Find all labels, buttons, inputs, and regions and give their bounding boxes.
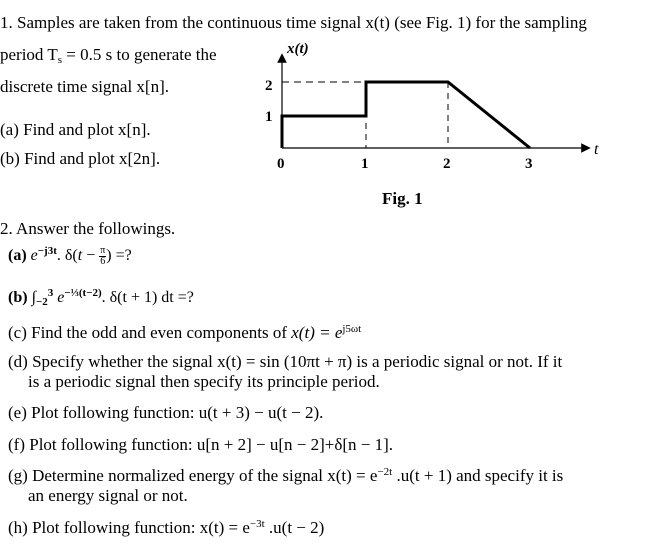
q2-g-text: (g) Determine normalized energy of the signal x(t) = e [8, 466, 378, 485]
q2-c-expr: x(t) = e [291, 323, 343, 342]
q2-b-label: (b) [8, 289, 32, 306]
q2-h-text: (h) Plot following function: x(t) = e [8, 518, 250, 537]
y-axis-label: x(t) [287, 41, 309, 57]
q1-part-b: (b) Find and plot x[2n]. [0, 149, 161, 168]
q2-part-f: (f) Plot following function: u[n + 2] − u[n − 2]+δ[n − 1]. [8, 435, 394, 454]
q2-heading: 2. Answer the followings. [0, 219, 176, 238]
x-tick-3: 3 [525, 156, 533, 172]
q2-b-tail: . δ(t + 1) dt =? [101, 289, 194, 306]
q1-line1: 1. Samples are taken from the continuous time signal x(t) (see Fig. 1) for the sampling [0, 13, 587, 32]
q2-h-exp: −3t [249, 518, 265, 530]
q2-c-text: (c) Find the odd and even components of [8, 323, 292, 342]
q2-part-g-line2: an energy signal or not. [28, 486, 188, 505]
q1-period-sub: s [57, 54, 63, 66]
signal-curve [282, 82, 530, 148]
q2-a-tail: =? [111, 247, 132, 265]
x-tick-0: 0 [277, 156, 285, 172]
q2-part-b: (b) $\int_{-2}^3$ $e^{-\frac{1}{3}(t-2)}$. δ(t + 1) dt =? [8, 287, 194, 308]
q2-part-a: (a) $e^{-j3t}$. δ(t − $\frac{\pi}{6}$ ) =? [8, 245, 132, 267]
q2-h-rest: .u(t − 2) [264, 518, 325, 537]
q2-part-g-line1 [8, 466, 563, 486]
q2-part-e: (e) Plot following function: u(t + 3) − u(t − 2). [8, 403, 324, 422]
q1-period-rest: = 0.5 s to generate the [62, 45, 217, 64]
x-tick-1: 1 [361, 156, 369, 172]
q1-part-a: (a) Find and plot x[n]. [0, 120, 151, 139]
q2-a-label: (a) [8, 247, 31, 265]
q2-part-h [8, 518, 324, 538]
figure-caption: Fig. 1 [382, 189, 423, 208]
y-tick-1: 1 [265, 109, 273, 125]
q2-g-exp: −2t [377, 466, 393, 478]
q2-part-d-line2: is a periodic signal then specify its principle period. [28, 372, 380, 391]
q2-c-exp: j5ωt [342, 323, 362, 335]
q1-line3: discrete time signal x[n]. [0, 77, 170, 96]
x-tick-2: 2 [443, 156, 451, 172]
figure-1 [0, 0, 655, 220]
q2-part-c [8, 323, 361, 343]
q1-period-text: period T [0, 45, 58, 64]
y-tick-2: 2 [265, 78, 273, 94]
x-axis-label: t [594, 141, 599, 158]
q2-g-rest: .u(t + 1) and specify it is [392, 466, 564, 485]
q2-part-d-line1: (d) Specify whether the signal x(t) = sin (10πt + π) is a periodic signal or not. If it [8, 352, 563, 371]
